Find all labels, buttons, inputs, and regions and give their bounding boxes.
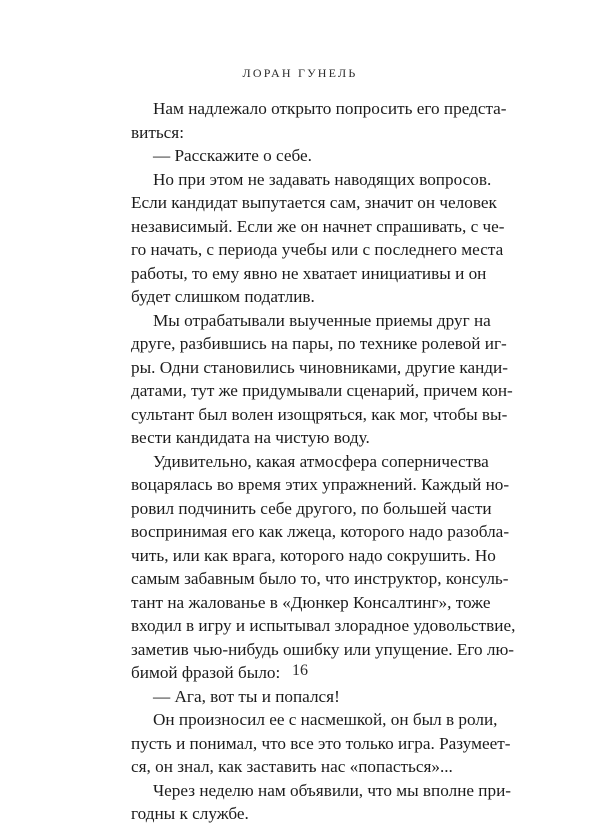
text-line: ровил подчинить себе другого, по большей части xyxy=(131,498,492,518)
text-line: пусть и понимал, что все это только игра. Разумеет- xyxy=(131,733,511,753)
text-line: чить, или как врага, которого надо сокрушить. Но xyxy=(131,545,496,565)
text-line: датами, тут же придумывали сценарий, причем кон- xyxy=(131,381,513,400)
text-line: тант на жалованье в «Дюнкер Консалтинг», тоже xyxy=(131,592,491,612)
text-line: годны к службе. xyxy=(131,804,249,823)
text-line: Через неделю нам объявили, что мы вполне при- xyxy=(153,780,512,800)
text-line: — Расскажите о себе. xyxy=(153,146,312,165)
text-line: Мы отрабатывали выученные приемы друг на xyxy=(153,310,491,330)
text-line: виться: xyxy=(131,122,184,142)
text-line: друге, разбившись на пары, по технике ролевой иг- xyxy=(131,334,507,353)
text-line: независимый. Если же он начнет спрашивать, с че- xyxy=(131,216,505,236)
text-line: Удивительно, какая атмосфера соперничества xyxy=(153,451,489,471)
text-line: воцарялась во время этих упражнений. Каждый но- xyxy=(131,475,510,494)
text-line: будет слишком податлив. xyxy=(131,287,315,306)
text-line: Он произносил ее с насмешкой, он был в роли, xyxy=(153,710,498,729)
text-line: заметив чью-нибудь ошибку или упущение. Его лю- xyxy=(131,639,515,659)
text-line: вести кандидата на чистую воду. xyxy=(131,428,370,447)
text-line: го начать, с периода учебы или с последнего места xyxy=(131,240,504,259)
body-text xyxy=(131,97,516,826)
text-line: ся, он знал, как заставить нас «попасться»... xyxy=(131,757,453,776)
text-line: Но при этом не задавать наводящих вопросов. xyxy=(153,169,492,189)
page-number: 16 xyxy=(292,662,308,679)
text-line: сультант был волен изощряться, как мог, чтобы вы- xyxy=(131,404,508,424)
text-line: входил в игру и испытывал злорадное удовольствие, xyxy=(131,616,516,635)
text-line: бимой фразой было: xyxy=(131,663,281,682)
text-line: Если кандидат выпутается сам, значит он человек xyxy=(131,193,497,212)
text-line: — Ага, вот ты и попался! xyxy=(153,686,340,706)
text-line: работы, то ему явно не хватает инициативы и он xyxy=(131,263,487,283)
text-line: самым забавным было то, что инструктор, консуль- xyxy=(131,569,509,588)
text-line: ры. Одни становились чиновниками, другие канди- xyxy=(131,357,508,377)
running-header: ЛОРАН ГУНЕЛЬ xyxy=(242,66,358,80)
text-line: воспринимая его как лжеца, которого надо разобла- xyxy=(131,522,510,541)
text-line: Нам надлежало открыто попросить его предста- xyxy=(153,99,507,118)
